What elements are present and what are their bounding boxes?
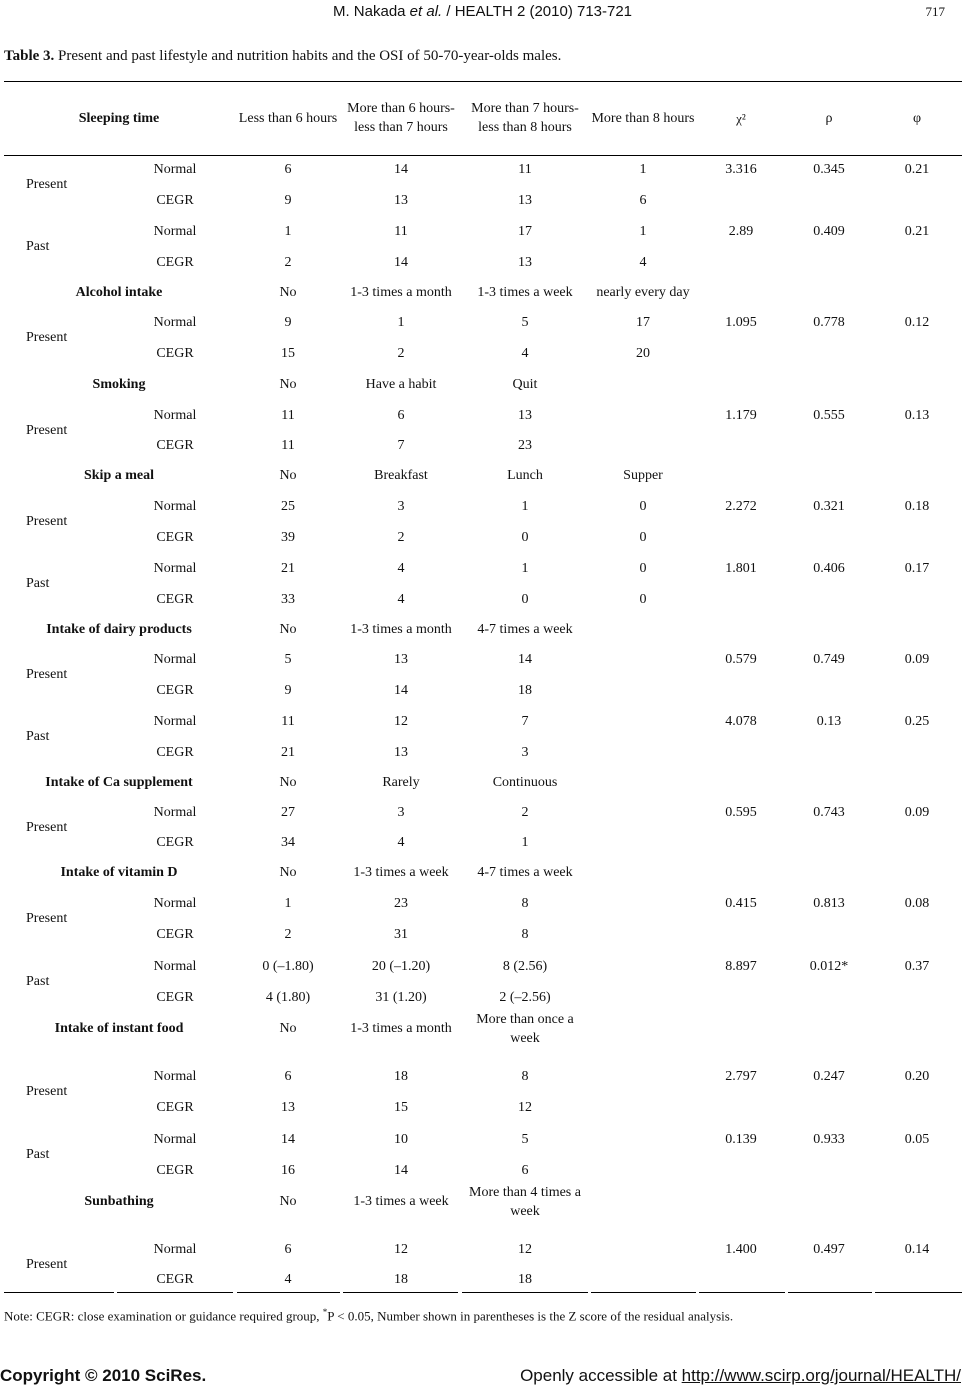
category-header: Breakfast bbox=[374, 468, 428, 483]
bottom-rule-segment bbox=[699, 1292, 785, 1293]
count-cell: 31 bbox=[394, 927, 408, 942]
table-caption bbox=[4, 48, 561, 65]
rho-value: 0.813 bbox=[813, 896, 845, 911]
count-cell: 8 bbox=[521, 927, 529, 942]
chi-square-value: 1.095 bbox=[725, 315, 757, 330]
group-label: Normal bbox=[153, 652, 197, 667]
phi-value: 0.14 bbox=[904, 1242, 930, 1257]
count-cell: 0 bbox=[639, 592, 647, 607]
count-cell: 4 bbox=[639, 255, 647, 270]
page-number: 717 bbox=[925, 4, 945, 19]
count-cell: 10 bbox=[394, 1132, 408, 1147]
chi-square-value: 1.179 bbox=[725, 408, 757, 423]
bottom-rule-segment bbox=[343, 1292, 458, 1293]
count-cell: 7 bbox=[521, 714, 529, 729]
count-cell: 6 bbox=[397, 408, 405, 423]
period-label: Past bbox=[26, 576, 50, 591]
header-less-than-6: Less than 6 hours bbox=[238, 110, 338, 126]
count-cell: 2 bbox=[284, 927, 292, 942]
count-cell: 6 bbox=[639, 193, 647, 208]
period-label: Past bbox=[26, 1147, 50, 1162]
count-cell: 14 bbox=[394, 162, 408, 177]
period-label: Past bbox=[26, 239, 50, 254]
chi-square-value: 0.579 bbox=[725, 652, 757, 667]
note-sup: * bbox=[322, 1307, 328, 1317]
category-header: No bbox=[279, 775, 297, 790]
group-label: Normal bbox=[153, 315, 197, 330]
count-cell: 21 bbox=[281, 561, 295, 576]
chi-square-value: 1.801 bbox=[725, 561, 757, 576]
count-cell: 3 bbox=[397, 805, 405, 820]
chi-square-value: 1.400 bbox=[725, 1242, 757, 1257]
chi-square-value: 2.89 bbox=[728, 224, 754, 239]
category-header: More than 4 times a week bbox=[469, 1185, 581, 1219]
group-label: Normal bbox=[153, 1132, 197, 1147]
count-cell: 1 bbox=[284, 896, 292, 911]
chi-square-value: 0.415 bbox=[725, 896, 757, 911]
count-cell: 11 bbox=[281, 714, 295, 729]
group-label: Normal bbox=[153, 1242, 197, 1257]
section-label: Intake of vitamin D bbox=[60, 865, 178, 880]
count-cell: 11 bbox=[518, 162, 532, 177]
chi-square-value: 2.272 bbox=[725, 499, 757, 514]
count-cell: 1 bbox=[639, 224, 647, 239]
count-cell: 4 bbox=[521, 346, 529, 361]
count-cell: 9 bbox=[284, 193, 292, 208]
period-label: Present bbox=[26, 667, 68, 682]
chi-square-value: 2.797 bbox=[725, 1069, 757, 1084]
access-prefix: Openly accessible at bbox=[520, 1366, 682, 1385]
rho-value: 0.409 bbox=[813, 224, 845, 239]
group-label: CEGR bbox=[156, 530, 194, 545]
count-cell: 25 bbox=[281, 499, 295, 514]
group-label: CEGR bbox=[156, 835, 194, 850]
count-cell: 13 bbox=[281, 1100, 295, 1115]
phi-value: 0.25 bbox=[904, 714, 930, 729]
count-cell: 12 bbox=[394, 1242, 408, 1257]
group-label: CEGR bbox=[156, 592, 194, 607]
count-cell: 4 bbox=[397, 561, 405, 576]
count-cell: 18 bbox=[518, 683, 532, 698]
rho-value: 0.497 bbox=[813, 1242, 845, 1257]
count-cell: 4 bbox=[397, 592, 405, 607]
group-label: Normal bbox=[153, 499, 197, 514]
count-cell: 20 bbox=[636, 346, 650, 361]
chi-square-value: 3.316 bbox=[725, 162, 757, 177]
bottom-rule-segment bbox=[117, 1292, 233, 1293]
count-cell: 4 bbox=[284, 1272, 292, 1287]
category-header: 1-3 times a month bbox=[350, 1021, 452, 1036]
group-label: CEGR bbox=[156, 1100, 194, 1115]
count-cell: 17 bbox=[518, 224, 532, 239]
category-header: 1-3 times a week bbox=[353, 1194, 449, 1209]
period-label: Present bbox=[26, 177, 68, 192]
category-header: No bbox=[279, 468, 297, 483]
rho-value: 0.012* bbox=[809, 959, 849, 974]
phi-value: 0.08 bbox=[904, 896, 930, 911]
count-cell: 21 bbox=[281, 745, 295, 760]
group-label: CEGR bbox=[156, 745, 194, 760]
group-label: Normal bbox=[153, 408, 197, 423]
chi-square-value: 4.078 bbox=[725, 714, 757, 729]
header-7-to-8: More than 7 hours-less than 8 hours bbox=[471, 101, 579, 135]
count-cell: 23 bbox=[518, 438, 532, 453]
count-cell: 0 bbox=[639, 499, 647, 514]
running-head-authors: M. Nakada bbox=[332, 3, 410, 20]
access-statement bbox=[520, 1366, 961, 1386]
count-cell: 13 bbox=[518, 408, 532, 423]
group-label: CEGR bbox=[156, 438, 194, 453]
count-cell: 15 bbox=[281, 346, 295, 361]
period-label: Past bbox=[26, 729, 50, 744]
group-label: CEGR bbox=[156, 1272, 194, 1287]
header-rho: ρ bbox=[825, 110, 833, 126]
count-cell: 4 bbox=[397, 835, 405, 850]
category-header: No bbox=[279, 1194, 297, 1209]
count-cell: 2 bbox=[397, 530, 405, 545]
running-head-etal: et al. bbox=[409, 3, 443, 20]
count-cell: 13 bbox=[394, 193, 408, 208]
group-label: CEGR bbox=[156, 990, 194, 1005]
group-label: CEGR bbox=[156, 683, 194, 698]
category-header: Lunch bbox=[507, 468, 543, 483]
group-label: Normal bbox=[153, 224, 197, 239]
count-cell: 16 bbox=[281, 1163, 295, 1178]
count-cell: 23 bbox=[394, 896, 408, 911]
group-label: CEGR bbox=[156, 1163, 194, 1178]
count-cell: 34 bbox=[281, 835, 295, 850]
phi-value: 0.17 bbox=[904, 561, 930, 576]
table-header-rule bbox=[4, 155, 962, 156]
count-cell: 18 bbox=[394, 1069, 408, 1084]
group-label: Normal bbox=[153, 1069, 197, 1084]
bottom-rule-segment bbox=[875, 1292, 962, 1293]
table-top-rule bbox=[4, 81, 962, 82]
category-header: Quit bbox=[512, 377, 538, 392]
group-label: Normal bbox=[153, 896, 197, 911]
count-cell: 14 bbox=[281, 1132, 295, 1147]
count-cell: 31 (1.20) bbox=[375, 990, 427, 1005]
phi-value: 0.18 bbox=[904, 499, 930, 514]
count-cell: 13 bbox=[518, 255, 532, 270]
count-cell: 4 (1.80) bbox=[265, 990, 311, 1005]
category-header: 4-7 times a week bbox=[477, 865, 573, 880]
bottom-rule-segment bbox=[4, 1292, 114, 1293]
count-cell: 11 bbox=[394, 224, 408, 239]
category-header: 1-3 times a week bbox=[353, 865, 449, 880]
period-label: Present bbox=[26, 911, 68, 926]
count-cell: 1 bbox=[639, 162, 647, 177]
chi-square-value: 0.595 bbox=[725, 805, 757, 820]
note-text-after: P < 0.05, Number shown in parentheses is the Z score of the residual analysis. bbox=[327, 1308, 734, 1324]
count-cell: 18 bbox=[394, 1272, 408, 1287]
section-label: Intake of dairy products bbox=[46, 622, 192, 637]
running-head bbox=[0, 3, 965, 20]
category-header: No bbox=[279, 285, 297, 300]
period-label: Present bbox=[26, 423, 68, 438]
header-more-than-8: More than 8 hours bbox=[591, 110, 695, 126]
phi-value: 0.13 bbox=[904, 408, 930, 423]
count-cell: 9 bbox=[284, 315, 292, 330]
count-cell: 6 bbox=[284, 1242, 292, 1257]
bottom-rule-segment bbox=[788, 1292, 872, 1293]
section-label: Intake of Ca supplement bbox=[45, 775, 193, 790]
rho-value: 0.321 bbox=[813, 499, 845, 514]
group-label: Normal bbox=[153, 714, 197, 729]
phi-value: 0.09 bbox=[904, 652, 930, 667]
count-cell: 27 bbox=[281, 805, 295, 820]
phi-value: 0.21 bbox=[904, 162, 930, 177]
count-cell: 15 bbox=[394, 1100, 408, 1115]
count-cell: 9 bbox=[284, 683, 292, 698]
count-cell: 12 bbox=[394, 714, 408, 729]
running-head-journal: / HEALTH 2 (2010) 713-721 bbox=[442, 3, 633, 20]
count-cell: 2 bbox=[284, 255, 292, 270]
phi-value: 0.12 bbox=[904, 315, 930, 330]
category-header: 4-7 times a week bbox=[477, 622, 573, 637]
count-cell: 8 (2.56) bbox=[502, 959, 548, 974]
count-cell: 1 bbox=[284, 224, 292, 239]
phi-value: 0.37 bbox=[904, 959, 930, 974]
header-6-to-7: More than 6 hours-less than 7 hours bbox=[347, 101, 455, 135]
rho-value: 0.406 bbox=[813, 561, 845, 576]
phi-value: 0.20 bbox=[904, 1069, 930, 1084]
rho-value: 0.13 bbox=[816, 714, 842, 729]
phi-value: 0.21 bbox=[904, 224, 930, 239]
count-cell: 1 bbox=[521, 499, 529, 514]
category-header: Have a habit bbox=[365, 377, 437, 392]
section-label: Sunbathing bbox=[84, 1194, 154, 1209]
category-header: Supper bbox=[623, 468, 663, 483]
count-cell: 14 bbox=[394, 255, 408, 270]
count-cell: 17 bbox=[636, 315, 650, 330]
count-cell: 6 bbox=[284, 162, 292, 177]
count-cell: 20 (–1.20) bbox=[371, 959, 431, 974]
table-caption-label: Table 3. bbox=[4, 48, 55, 64]
bottom-rule-segment bbox=[237, 1292, 340, 1293]
count-cell: 13 bbox=[518, 193, 532, 208]
group-label: Normal bbox=[153, 805, 197, 820]
section-label: Intake of instant food bbox=[54, 1021, 184, 1036]
period-label: Present bbox=[26, 330, 68, 345]
category-header: Rarely bbox=[382, 775, 420, 790]
count-cell: 0 bbox=[521, 530, 529, 545]
section-label: Smoking bbox=[92, 377, 146, 392]
period-label: Present bbox=[26, 514, 68, 529]
count-cell: 33 bbox=[281, 592, 295, 607]
count-cell: 3 bbox=[397, 499, 405, 514]
rho-value: 0.247 bbox=[813, 1069, 845, 1084]
count-cell: 2 bbox=[397, 346, 405, 361]
category-header: 1-3 times a month bbox=[350, 285, 452, 300]
table-caption-text: Present and past lifestyle and nutrition habits and the OSI of 50-70-year-olds males. bbox=[54, 48, 562, 64]
header-sleeping-time: Sleeping time bbox=[78, 110, 160, 126]
group-label: CEGR bbox=[156, 255, 194, 270]
category-header: More than once a week bbox=[476, 1012, 574, 1046]
note-text-before: Note: CEGR: close examination or guidance required group, bbox=[4, 1308, 323, 1324]
count-cell: 12 bbox=[518, 1100, 532, 1115]
group-label: CEGR bbox=[156, 927, 194, 942]
count-cell: 13 bbox=[394, 745, 408, 760]
group-label: CEGR bbox=[156, 193, 194, 208]
count-cell: 2 bbox=[521, 805, 529, 820]
category-header: Continuous bbox=[492, 775, 558, 790]
rho-value: 0.345 bbox=[813, 162, 845, 177]
rho-value: 0.933 bbox=[813, 1132, 845, 1147]
count-cell: 11 bbox=[281, 408, 295, 423]
period-label: Present bbox=[26, 1257, 68, 1272]
phi-value: 0.05 bbox=[904, 1132, 930, 1147]
count-cell: 6 bbox=[521, 1163, 529, 1178]
count-cell: 0 bbox=[521, 592, 529, 607]
section-label: Alcohol intake bbox=[75, 285, 163, 300]
group-label: Normal bbox=[153, 561, 197, 576]
copyright: Copyright © 2010 SciRes. bbox=[0, 1366, 207, 1385]
count-cell: 1 bbox=[521, 561, 529, 576]
count-cell: 14 bbox=[394, 1163, 408, 1178]
chi-square-value: 8.897 bbox=[725, 959, 757, 974]
category-header: nearly every day bbox=[596, 285, 690, 300]
section-label: Skip a meal bbox=[83, 468, 154, 483]
rho-value: 0.749 bbox=[813, 652, 845, 667]
count-cell: 14 bbox=[518, 652, 532, 667]
count-cell: 5 bbox=[521, 1132, 529, 1147]
period-label: Present bbox=[26, 1084, 68, 1099]
group-label: Normal bbox=[153, 162, 197, 177]
count-cell: 5 bbox=[521, 315, 529, 330]
count-cell: 12 bbox=[518, 1242, 532, 1257]
group-label: Normal bbox=[153, 959, 197, 974]
journal-link[interactable]: http://www.scirp.org/journal/HEALTH/ bbox=[681, 1366, 961, 1385]
count-cell: 18 bbox=[518, 1272, 532, 1287]
period-label: Present bbox=[26, 820, 68, 835]
category-header: No bbox=[279, 622, 297, 637]
count-cell: 39 bbox=[281, 530, 295, 545]
period-label: Past bbox=[26, 974, 50, 989]
count-cell: 11 bbox=[281, 438, 295, 453]
count-cell: 2 (–2.56) bbox=[499, 990, 551, 1005]
rho-value: 0.743 bbox=[813, 805, 845, 820]
count-cell: 6 bbox=[284, 1069, 292, 1084]
category-header: No bbox=[279, 865, 297, 880]
count-cell: 0 bbox=[639, 530, 647, 545]
count-cell: 8 bbox=[521, 1069, 529, 1084]
phi-value: 0.09 bbox=[904, 805, 930, 820]
count-cell: 14 bbox=[394, 683, 408, 698]
count-cell: 1 bbox=[521, 835, 529, 850]
header-chi-square: χ² bbox=[736, 110, 746, 126]
bottom-rule-segment bbox=[591, 1292, 696, 1293]
count-cell: 8 bbox=[521, 896, 529, 911]
category-header: 1-3 times a week bbox=[477, 285, 573, 300]
rho-value: 0.555 bbox=[813, 408, 845, 423]
count-cell: 7 bbox=[397, 438, 405, 453]
bottom-rule-segment bbox=[462, 1292, 588, 1293]
count-cell: 0 (–1.80) bbox=[262, 959, 314, 974]
group-label: CEGR bbox=[156, 346, 194, 361]
table-note bbox=[4, 1307, 733, 1324]
chi-square-value: 0.139 bbox=[725, 1132, 757, 1147]
category-header: No bbox=[279, 1021, 297, 1036]
rho-value: 0.778 bbox=[813, 315, 845, 330]
category-header: No bbox=[279, 377, 297, 392]
category-header: 1-3 times a month bbox=[350, 622, 452, 637]
count-cell: 3 bbox=[521, 745, 529, 760]
count-cell: 13 bbox=[394, 652, 408, 667]
header-phi: φ bbox=[912, 110, 922, 126]
count-cell: 5 bbox=[284, 652, 292, 667]
count-cell: 0 bbox=[639, 561, 647, 576]
count-cell: 1 bbox=[397, 315, 405, 330]
